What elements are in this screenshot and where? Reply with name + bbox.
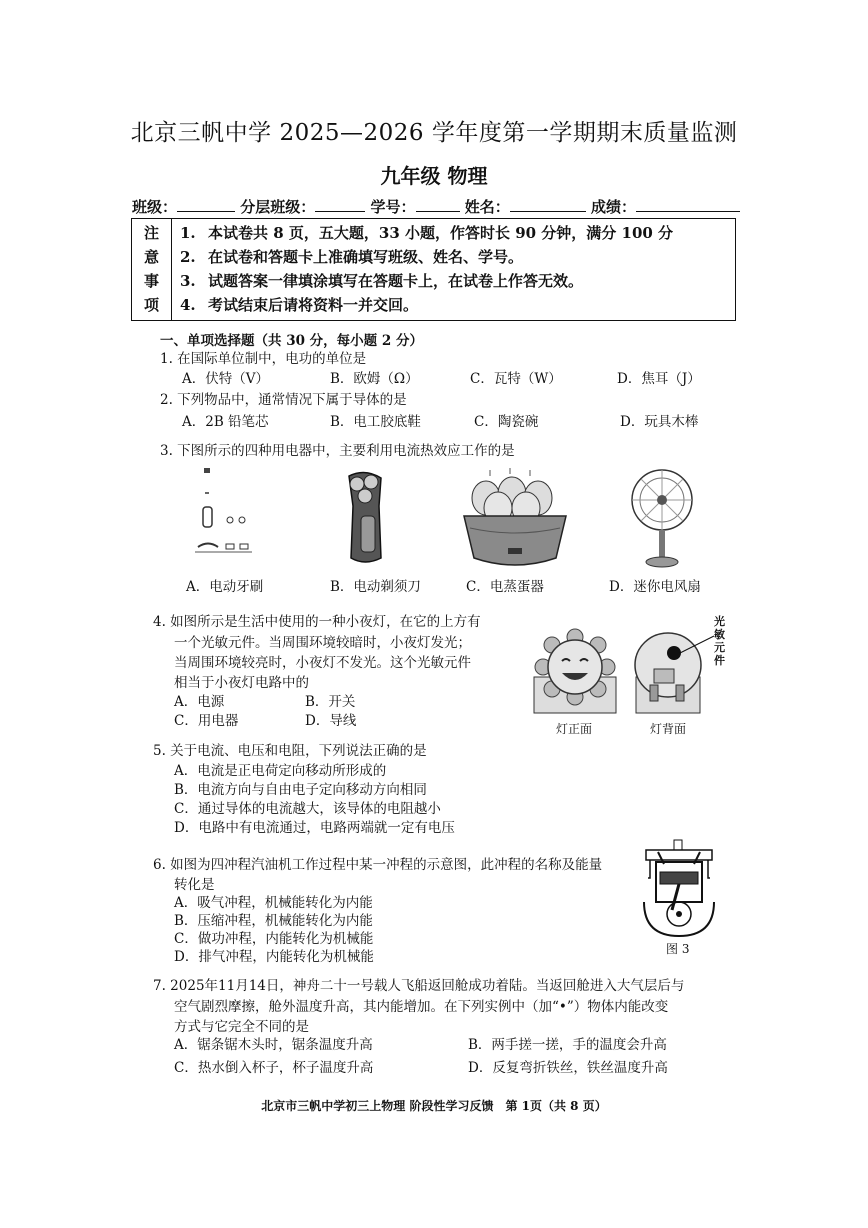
notice-item-text: 本试卷共 8 页，五大题，33 小题，作答时长 90 分钟，满分 100 分	[208, 224, 674, 242]
q3-option-d: D．迷你电风扇	[609, 579, 701, 595]
notice-item-text: 考试结束后请将资料一并交回。	[208, 296, 419, 314]
question-4-stem-line: 一个光敏元件。当周围环境较暗时，小夜灯发光；	[174, 635, 471, 651]
score-label: 成绩：	[591, 198, 637, 216]
q1-option-c: C．瓦特（W）	[470, 371, 562, 387]
q3-option-b: B．电动剃须刀	[330, 579, 421, 595]
night-light-front-image	[528, 623, 622, 719]
q1-option-d: D．焦耳（J）	[617, 371, 701, 387]
tier-class-label: 分层班级：	[240, 198, 316, 216]
q4-option-d: D．导线	[305, 713, 357, 729]
front-caption: 灯正面	[556, 722, 593, 736]
notice-item	[180, 294, 418, 315]
q7-option-d: D．反复弯折铁丝，铁丝温度升高	[468, 1060, 668, 1076]
name-blank	[510, 197, 586, 212]
question-4-stem-line: 4. 如图所示是生活中使用的一种小夜灯，在它的上方有	[153, 614, 481, 630]
q4-option-a: A．电源	[174, 694, 225, 710]
back-caption: 灯背面	[650, 722, 687, 736]
page-footer: 北京市三帆中学初三上物理 阶段性学习反馈 第 1页（共 8 页）	[261, 1099, 607, 1113]
notice-char: 项	[144, 296, 160, 314]
q6-option-d: D．排气冲程，内能转化为机械能	[174, 949, 374, 965]
notice-item-text: 试题答案一律填涂填写在答题卡上，在试卷上作答无效。	[208, 272, 584, 290]
question-1-stem: 1. 在国际单位制中，电功的单位是	[160, 351, 367, 367]
pointer-line	[660, 628, 716, 658]
notice-item-number: 2.	[180, 248, 196, 266]
q2-option-a: A．2B 铅笔芯	[182, 414, 269, 430]
student-info-row	[132, 196, 738, 217]
electric-shaver-image	[335, 466, 395, 568]
class-label: 班级：	[132, 198, 178, 216]
q6-option-b: B．压缩冲程，机械能转化为内能	[174, 913, 373, 929]
question-6-stem-line: 转化是	[174, 877, 215, 893]
notice-item	[180, 246, 523, 267]
name-label: 姓名：	[464, 198, 510, 216]
q4-option-b: B．开关	[305, 694, 356, 710]
question-7-stem-line: 方式与它完全不同的是	[174, 1019, 309, 1035]
photosensitive-label: 光敏元件	[714, 615, 725, 667]
notice-char: 事	[144, 272, 160, 290]
figure-3-caption: 图 3	[666, 942, 690, 956]
q2-option-d: D．玩具木棒	[620, 414, 699, 430]
q7-option-a: A．锯条锯木头时，锯条温度升高	[174, 1037, 373, 1053]
section-heading: 一、单项选择题（共 30 分，每小题 2 分）	[160, 333, 423, 349]
q4-option-c: C．用电器	[174, 713, 239, 729]
notice-box	[131, 218, 736, 321]
student-id-blank	[416, 197, 460, 212]
q6-option-c: C．做功冲程，内能转化为机械能	[174, 931, 374, 947]
notice-item	[180, 222, 673, 243]
exam-title: 北京三帆中学 2025—2026 学年度第一学期期末质量监测	[130, 120, 738, 146]
q1-option-a: A．伏特（V）	[182, 371, 269, 387]
question-2-stem: 2. 下列物品中，通常情况下属于导体的是	[160, 392, 407, 408]
q5-option-b: B．电流方向与自由电子定向移动方向相同	[174, 782, 427, 798]
notice-item-number: 3.	[180, 272, 196, 290]
electric-toothbrush-image	[190, 462, 260, 567]
question-3-stem: 3. 下图所示的四种用电器中，主要利用电流热效应工作的是	[160, 443, 515, 459]
question-6-stem-line: 6. 如图为四冲程汽油机工作过程中某一冲程的示意图，此冲程的名称及能量	[153, 857, 603, 873]
question-4-stem-line: 当周围环境较亮时，小夜灯不发光。这个光敏元件	[174, 655, 471, 671]
question-5-stem: 5. 关于电流、电压和电阻，下列说法正确的是	[153, 743, 427, 759]
exam-subtitle: 九年级 物理	[380, 164, 488, 188]
q7-option-b: B．两手搓一搓，手的温度会升高	[468, 1037, 667, 1053]
mini-fan-image	[625, 466, 700, 570]
notice-char: 注	[144, 224, 160, 242]
student-id-label: 学号：	[370, 198, 416, 216]
notice-item	[180, 270, 583, 291]
q7-option-c: C．热水倒入杯子，杯子温度升高	[174, 1060, 374, 1076]
score-blank	[636, 197, 740, 212]
engine-stroke-diagram	[640, 838, 718, 938]
question-7-stem-line: 7. 2025年11月14日，神舟二十一号载人飞船返回舱成功着陆。当返回舱进入大气层后与	[153, 978, 685, 994]
question-7-stem-line: 空气剧烈摩擦，舱外温度升高，其内能增加。在下列实例中（加“•”）物体内能改变	[174, 999, 669, 1015]
q5-option-a: A．电流是正电荷定向移动所形成的	[174, 763, 387, 779]
notice-item-number: 4.	[180, 296, 196, 314]
notice-item-number: 1.	[180, 224, 196, 242]
class-blank	[177, 197, 235, 212]
notice-char: 意	[144, 248, 160, 266]
q3-option-c: C．电蒸蛋器	[466, 579, 544, 595]
q5-option-d: D．电路中有电流通过，电路两端就一定有电压	[174, 820, 455, 836]
q2-option-b: B．电工胶底鞋	[330, 414, 421, 430]
q6-option-a: A．吸气冲程，机械能转化为内能	[174, 895, 373, 911]
tier-class-blank	[315, 197, 365, 212]
q2-option-c: C．陶瓷碗	[474, 414, 539, 430]
egg-steamer-image	[460, 466, 570, 572]
question-4-stem-line: 相当于小夜灯电路中的	[174, 675, 309, 691]
notice-item-text: 在试卷和答题卡上准确填写班级、姓名、学号。	[208, 248, 524, 266]
q1-option-b: B．欧姆（Ω）	[330, 371, 419, 387]
q3-option-a: A．电动牙刷	[186, 579, 264, 595]
q5-option-c: C．通过导体的电流越大，该导体的电阻越小	[174, 801, 441, 817]
notice-heading	[132, 219, 172, 320]
